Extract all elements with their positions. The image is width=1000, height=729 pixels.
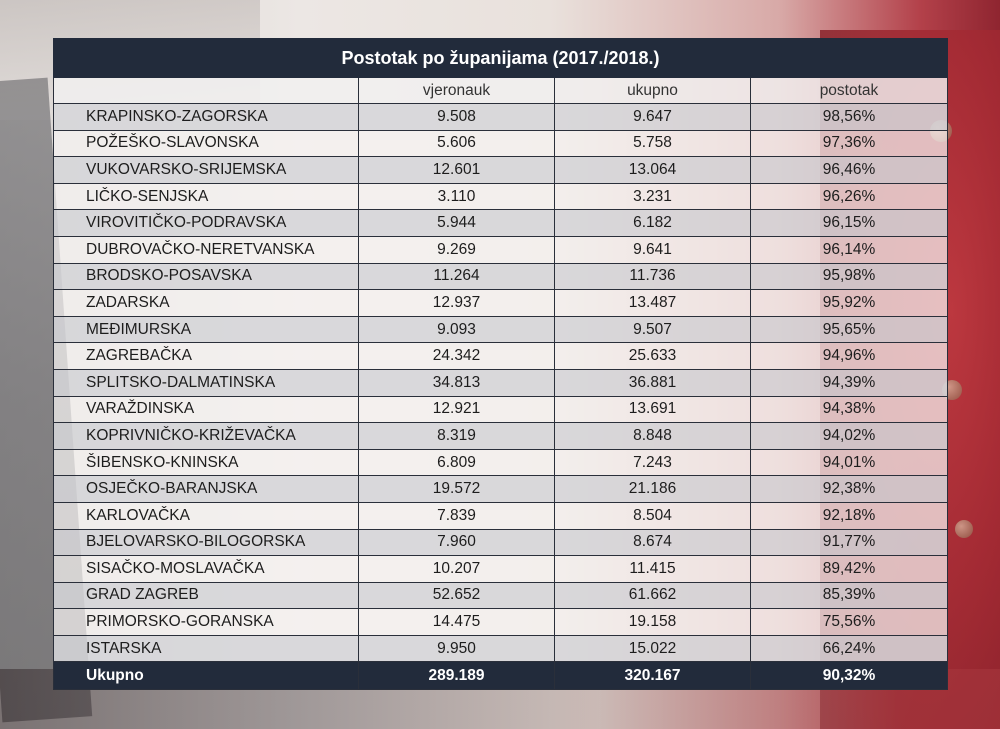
postotak-cell: 66,24% [751, 635, 948, 662]
county-name-cell: ZADARSKA [54, 290, 359, 317]
postotak-cell: 94,01% [751, 449, 948, 476]
table-row [54, 210, 948, 237]
table-body [54, 104, 948, 662]
vjeronauk-cell: 5.606 [359, 130, 555, 157]
county-name-cell: VIROVITIČKO-PODRAVSKA [54, 210, 359, 237]
column-header-ukupno: ukupno [555, 78, 751, 104]
vjeronauk-cell: 12.921 [359, 396, 555, 423]
vjeronauk-cell: 9.269 [359, 236, 555, 263]
vjeronauk-cell: 11.264 [359, 263, 555, 290]
postotak-cell: 94,39% [751, 369, 948, 396]
vjeronauk-cell: 5.944 [359, 210, 555, 237]
total-label: Ukupno [54, 662, 359, 690]
table-row [54, 263, 948, 290]
vjeronauk-cell: 34.813 [359, 369, 555, 396]
postotak-cell: 96,14% [751, 236, 948, 263]
ukupno-cell: 13.691 [555, 396, 751, 423]
county-name-cell: OSJEČKO-BARANJSKA [54, 476, 359, 503]
table-row [54, 157, 948, 184]
ukupno-cell: 3.231 [555, 183, 751, 210]
vjeronauk-cell: 14.475 [359, 609, 555, 636]
postotak-cell: 75,56% [751, 609, 948, 636]
vjeronauk-cell: 10.207 [359, 556, 555, 583]
table-row [54, 236, 948, 263]
table-row [54, 423, 948, 450]
vjeronauk-cell: 19.572 [359, 476, 555, 503]
stats-table-container [53, 38, 947, 690]
table-row [54, 476, 948, 503]
ukupno-cell: 61.662 [555, 582, 751, 609]
vjeronauk-cell: 7.839 [359, 502, 555, 529]
column-header-county [54, 78, 359, 104]
postotak-cell: 95,65% [751, 316, 948, 343]
county-name-cell: BRODSKO-POSAVSKA [54, 263, 359, 290]
vjeronauk-cell: 3.110 [359, 183, 555, 210]
ukupno-cell: 8.504 [555, 502, 751, 529]
ukupno-cell: 21.186 [555, 476, 751, 503]
ukupno-cell: 9.641 [555, 236, 751, 263]
ukupno-cell: 5.758 [555, 130, 751, 157]
county-name-cell: DUBROVAČKO-NERETVANSKA [54, 236, 359, 263]
vjeronauk-cell: 9.950 [359, 635, 555, 662]
ukupno-cell: 13.487 [555, 290, 751, 317]
vjeronauk-cell: 52.652 [359, 582, 555, 609]
postotak-cell: 94,38% [751, 396, 948, 423]
table-row [54, 396, 948, 423]
county-name-cell: MEĐIMURSKA [54, 316, 359, 343]
postotak-cell: 98,56% [751, 104, 948, 131]
ukupno-cell: 9.647 [555, 104, 751, 131]
postotak-cell: 92,38% [751, 476, 948, 503]
table-row [54, 449, 948, 476]
vjeronauk-cell: 9.508 [359, 104, 555, 131]
postotak-cell: 96,46% [751, 157, 948, 184]
column-header-vjeronauk: vjeronauk [359, 78, 555, 104]
ukupno-cell: 15.022 [555, 635, 751, 662]
table-row [54, 290, 948, 317]
table-row [54, 343, 948, 370]
county-name-cell: POŽEŠKO-SLAVONSKA [54, 130, 359, 157]
ukupno-cell: 11.415 [555, 556, 751, 583]
ukupno-cell: 8.848 [555, 423, 751, 450]
county-percentage-table [53, 38, 948, 690]
postotak-cell: 94,02% [751, 423, 948, 450]
county-name-cell: BJELOVARSKO-BILOGORSKA [54, 529, 359, 556]
total-row [54, 662, 948, 690]
total-ukupno: 320.167 [555, 662, 751, 690]
table-row [54, 130, 948, 157]
postotak-cell: 97,36% [751, 130, 948, 157]
table-row [54, 502, 948, 529]
postotak-cell: 92,18% [751, 502, 948, 529]
county-name-cell: VARAŽDINSKA [54, 396, 359, 423]
county-name-cell: KOPRIVNIČKO-KRIŽEVAČKA [54, 423, 359, 450]
county-name-cell: ŠIBENSKO-KNINSKA [54, 449, 359, 476]
total-vjeronauk: 289.189 [359, 662, 555, 690]
table-row [54, 529, 948, 556]
county-name-cell: ZAGREBAČKA [54, 343, 359, 370]
table-row [54, 556, 948, 583]
postotak-cell: 95,92% [751, 290, 948, 317]
table-row [54, 369, 948, 396]
table-row [54, 316, 948, 343]
vjeronauk-cell: 9.093 [359, 316, 555, 343]
postotak-cell: 85,39% [751, 582, 948, 609]
ukupno-cell: 36.881 [555, 369, 751, 396]
table-row [54, 609, 948, 636]
ukupno-cell: 13.064 [555, 157, 751, 184]
postotak-cell: 94,96% [751, 343, 948, 370]
county-name-cell: VUKOVARSKO-SRIJEMSKA [54, 157, 359, 184]
table-row [54, 183, 948, 210]
postotak-cell: 89,42% [751, 556, 948, 583]
county-name-cell: GRAD ZAGREB [54, 582, 359, 609]
column-header-row [54, 78, 948, 104]
table-row [54, 104, 948, 131]
column-header-postotak: postotak [751, 78, 948, 104]
table-row [54, 635, 948, 662]
ukupno-cell: 9.507 [555, 316, 751, 343]
postotak-cell: 96,26% [751, 183, 948, 210]
county-name-cell: KARLOVAČKA [54, 502, 359, 529]
ukupno-cell: 19.158 [555, 609, 751, 636]
vjeronauk-cell: 8.319 [359, 423, 555, 450]
table-title: Postotak po županijama (2017./2018.) [54, 39, 948, 78]
county-name-cell: SISAČKO-MOSLAVAČKA [54, 556, 359, 583]
county-name-cell: ISTARSKA [54, 635, 359, 662]
vjeronauk-cell: 7.960 [359, 529, 555, 556]
ukupno-cell: 7.243 [555, 449, 751, 476]
vjeronauk-cell: 12.937 [359, 290, 555, 317]
postotak-cell: 96,15% [751, 210, 948, 237]
county-name-cell: KRAPINSKO-ZAGORSKA [54, 104, 359, 131]
vjeronauk-cell: 24.342 [359, 343, 555, 370]
county-name-cell: LIČKO-SENJSKA [54, 183, 359, 210]
postotak-cell: 91,77% [751, 529, 948, 556]
ukupno-cell: 25.633 [555, 343, 751, 370]
postotak-cell: 95,98% [751, 263, 948, 290]
total-postotak: 90,32% [751, 662, 948, 690]
ukupno-cell: 8.674 [555, 529, 751, 556]
vjeronauk-cell: 6.809 [359, 449, 555, 476]
county-name-cell: SPLITSKO-DALMATINSKA [54, 369, 359, 396]
ukupno-cell: 11.736 [555, 263, 751, 290]
vjeronauk-cell: 12.601 [359, 157, 555, 184]
ukupno-cell: 6.182 [555, 210, 751, 237]
table-row [54, 582, 948, 609]
county-name-cell: PRIMORSKO-GORANSKA [54, 609, 359, 636]
